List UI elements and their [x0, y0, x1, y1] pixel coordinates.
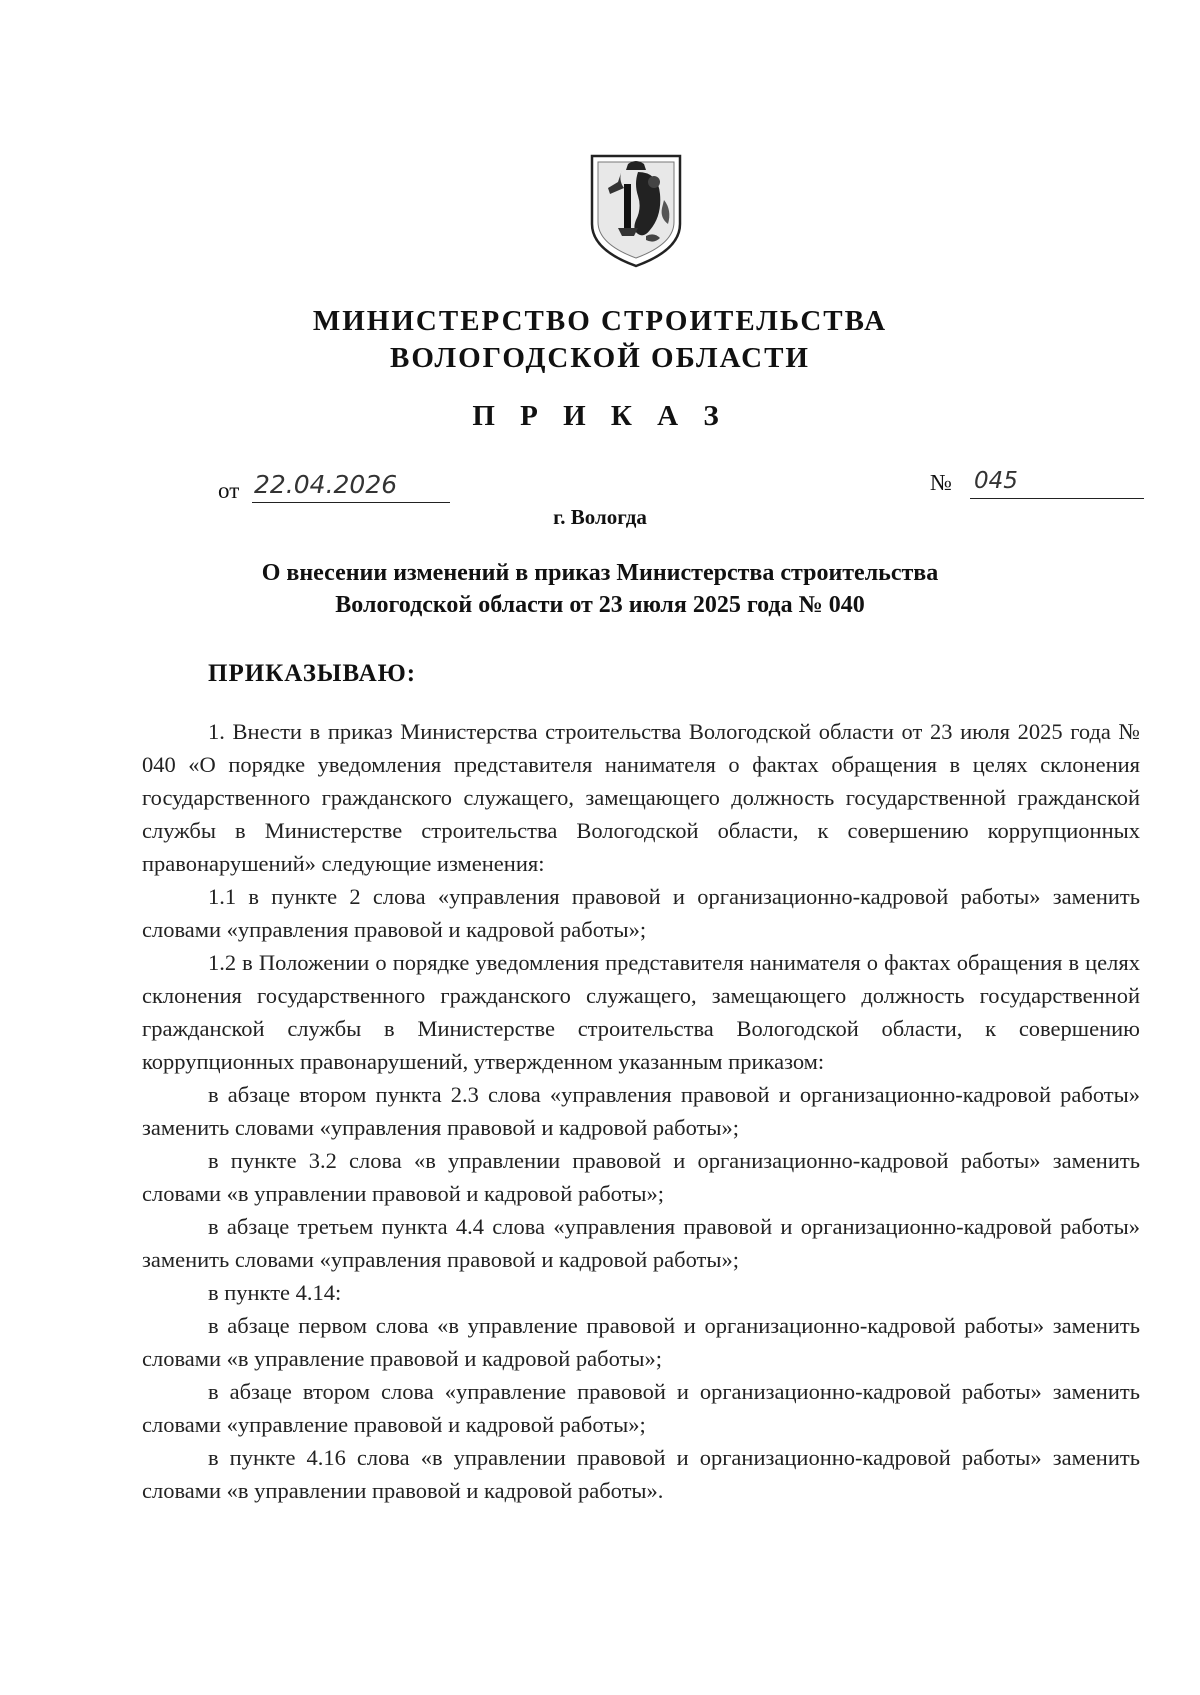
paragraph: 1.1 в пункте 2 слова «управления правовой и организационно-кадровой работы» заменить словами «управления правовой и кадровой работы»;	[142, 884, 1140, 942]
order-title-line2: Вологодской области от 23 июля 2025 года № 040	[335, 592, 865, 618]
document-body	[142, 715, 1140, 1507]
paragraph: в пункте 4.14:	[208, 1280, 342, 1305]
paragraph: в пункте 3.2 слова «в управлении правовой и организационно-кадровой работы» заменить словами «в управлении правовой и кадровой работы»;	[142, 1148, 1140, 1206]
number-label: №	[930, 470, 952, 495]
coat-of-arms-emblem	[588, 154, 684, 270]
order-word: ПРИКАЗЫВАЮ:	[208, 660, 417, 687]
paragraph: в абзаце третьем пункта 4.4 слова «управления правовой и организационно-кадровой работы» заменить словами «управления правовой и кадровой работы»;	[142, 1214, 1140, 1272]
ministry-name	[0, 303, 1200, 377]
city: г. Вологда	[553, 505, 647, 529]
paragraph: в абзаце первом слова «в управление правовой и организационно-кадровой работы» заменить словами «в управление правовой и кадровой работы»;	[142, 1313, 1140, 1371]
order-title	[0, 557, 1200, 621]
date-label: от	[218, 478, 240, 503]
paragraph: в пункте 4.16 слова «в управлении правовой и организационно-кадровой работы» заменить словами «в управлении правовой и кадровой работы».	[142, 1445, 1140, 1503]
ministry-name-line2: ВОЛОГОДСКОЙ ОБЛАСТИ	[390, 342, 810, 374]
paragraph: в абзаце втором слова «управление правовой и организационно-кадровой работы» заменить словами «управление правовой и кадровой работы»;	[142, 1379, 1140, 1437]
document-type-title: П Р И К А З	[472, 400, 728, 432]
paragraph: 1. Внести в приказ Министерства строительства Вологодской области от 23 июля 2025 года № 040 «О порядке уведомления представителя нанимателя о фактах обращения в целях склонения государственного гражданского служащего, замещающего должность государственной гражданской службы в Министерстве строительства Вологодской области, к совершению коррупционных правонарушений» следующие изменения:	[142, 719, 1140, 876]
paragraph: в абзаце втором пункта 2.3 слова «управления правовой и организационно-кадровой работы» заменить словами «управления правовой и кадровой работы»;	[142, 1082, 1140, 1140]
ministry-name-line1: МИНИСТЕРСТВО СТРОИТЕЛЬСТВА	[312, 305, 888, 337]
paragraph: 1.2 в Положении о порядке уведомления представителя нанимателя о фактах обращения в целях склонения государственного гражданского служащего, замещающего должность государственной гражданской службы в Министерстве строительства Вологодской области, к совершению коррупционных правонарушений, утвержденном указанным приказом:	[142, 950, 1140, 1074]
date-value: 22.04.2026	[252, 470, 450, 503]
order-title-line1: О внесении изменений в приказ Министерства строительства	[261, 560, 939, 586]
number-value: 045	[970, 468, 1144, 499]
